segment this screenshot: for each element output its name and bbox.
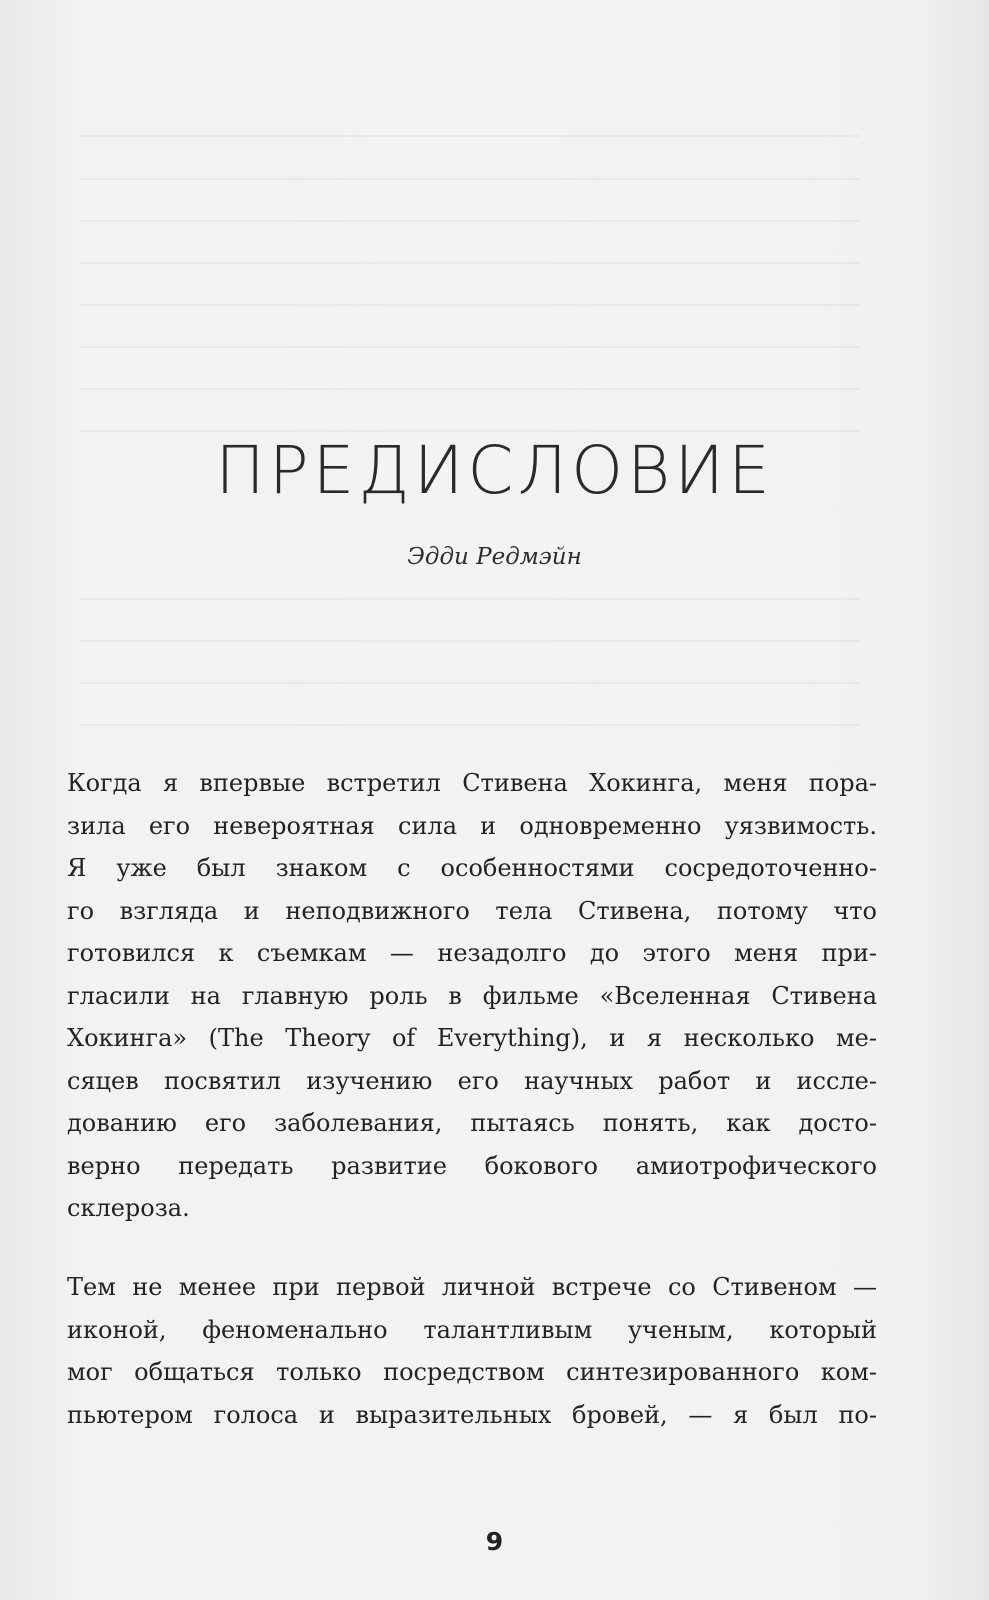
text-line: мог общаться только посредством синтезированного ком- xyxy=(67,1358,877,1386)
text-line: сяцев посвятил изучению его научных работ и иссле- xyxy=(67,1066,877,1095)
bleed-through xyxy=(80,220,860,222)
text-line: Я уже был знаком с особенностями сосредоточенно- xyxy=(67,854,877,882)
bleed-through xyxy=(80,640,860,642)
text-line: дованию его заболевания, пытаясь понять, как досто- xyxy=(67,1109,877,1137)
chapter-title: ПРЕДИСЛОВИЕ xyxy=(215,432,774,509)
text-line: готовился к съемкам — незадолго до этого меня при- xyxy=(67,939,877,967)
bleed-through xyxy=(80,682,860,684)
text-line: склероза. xyxy=(67,1194,190,1222)
text-line: го взгляда и неподвижного тела Стивена, потому что xyxy=(67,896,877,925)
bleed-through xyxy=(80,178,860,180)
bleed-through xyxy=(80,262,860,264)
chapter-author: Эдди Редмэйн xyxy=(407,544,582,570)
text-line: зила его невероятная сила и одновременно уязвимость. xyxy=(67,811,877,840)
text-line: иконой, феноменально талантливым ученым, который xyxy=(67,1315,877,1344)
page-number: 9 xyxy=(485,1527,504,1556)
paragraph xyxy=(67,762,877,1230)
bleed-through xyxy=(80,724,860,726)
bleed-through xyxy=(80,135,860,137)
bleed-through xyxy=(80,598,860,600)
text-line: пьютером голоса и выразительных бровей, — я был по- xyxy=(67,1400,877,1429)
bleed-through xyxy=(80,304,860,306)
text-line: Когда я впервые встретил Стивена Хокинга, меня пора- xyxy=(67,769,877,797)
text-line: Тем не менее при первой личной встрече со Стивеном — xyxy=(67,1273,877,1301)
text-line: верно передать развитие бокового амиотрофического xyxy=(67,1151,877,1180)
bleed-through xyxy=(80,346,860,348)
text-line: гласили на главную роль в фильме «Вселенная Стивена xyxy=(67,981,877,1010)
bleed-through xyxy=(80,388,860,390)
paragraph xyxy=(67,1266,877,1436)
text-line: Хокинга» (The Theory of Everything), и я несколько ме- xyxy=(67,1024,877,1052)
